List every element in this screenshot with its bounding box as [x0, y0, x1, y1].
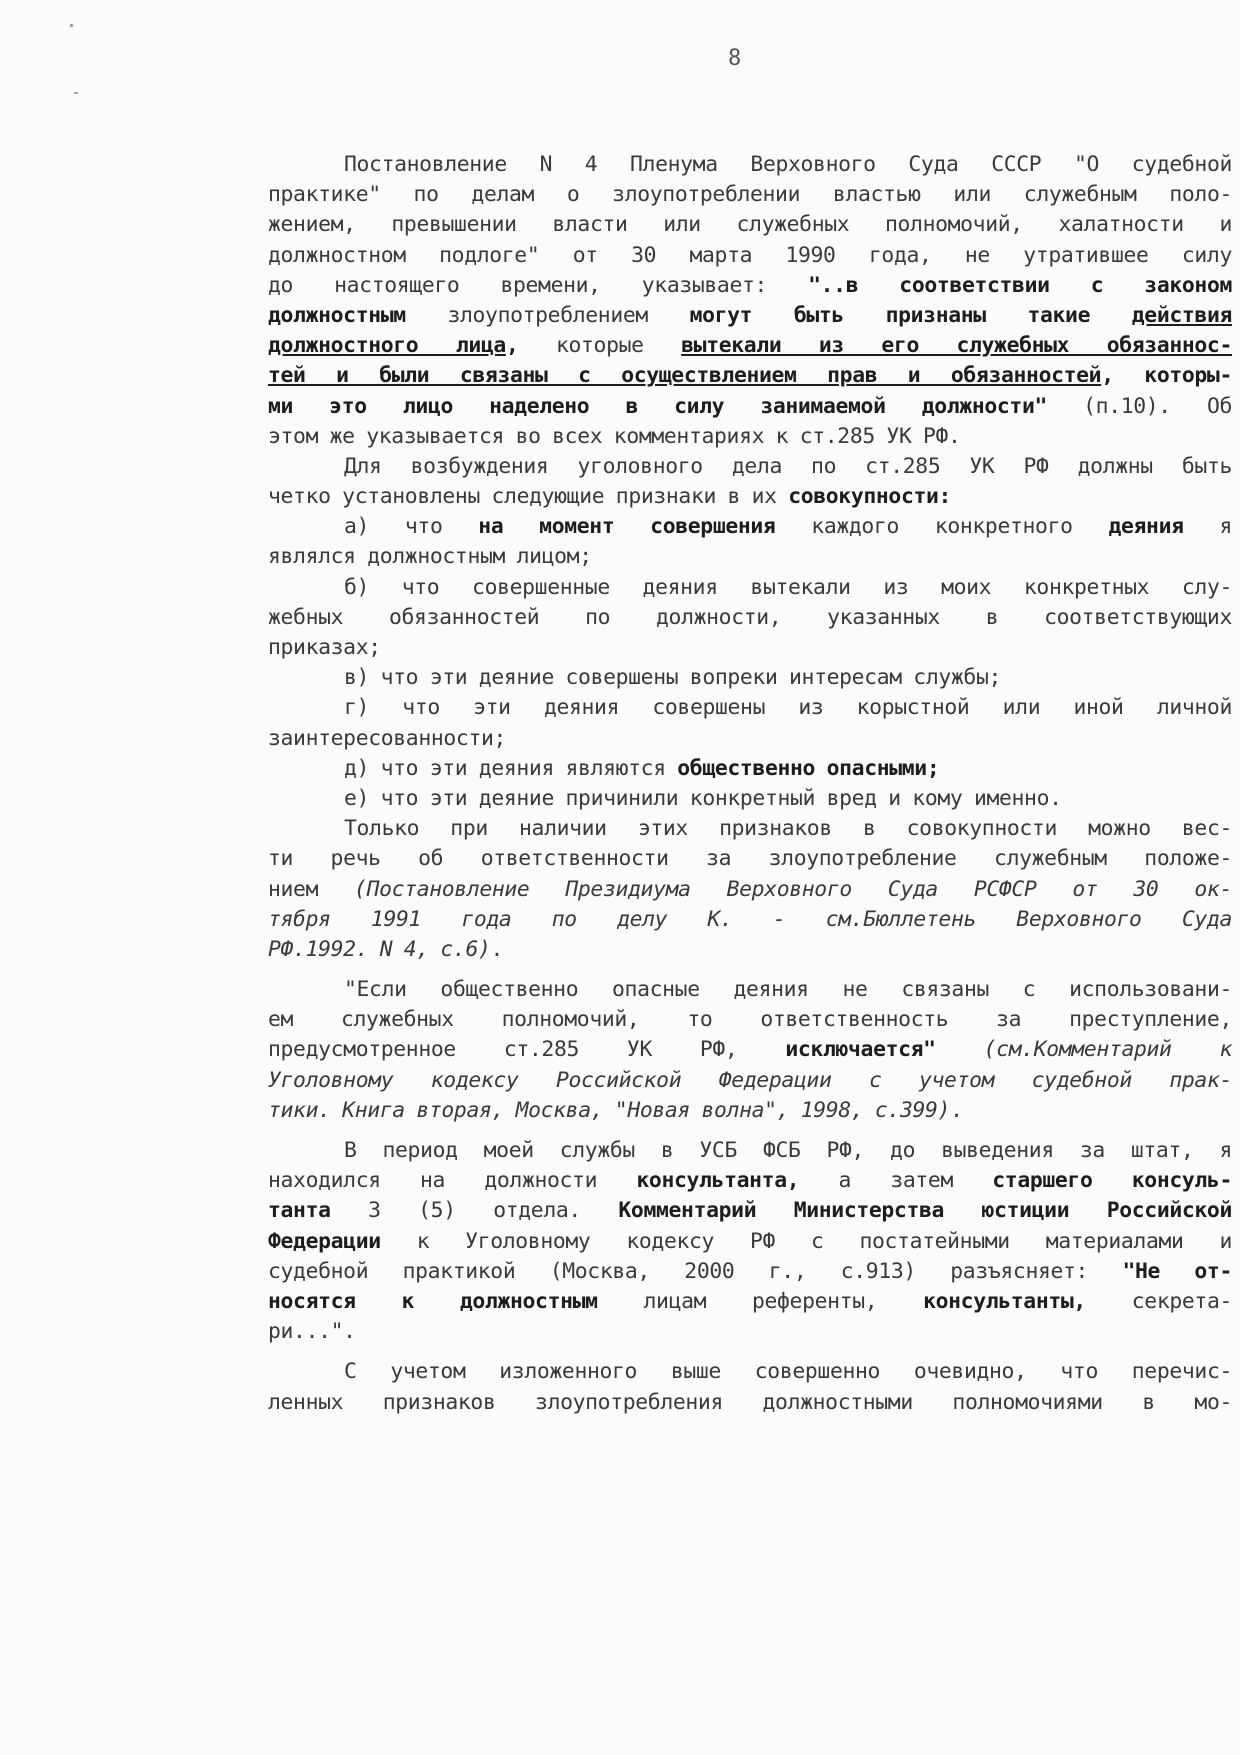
text-line: Постановление N 4 Пленума Верховного Суда СССР "О судебной	[344, 152, 1232, 177]
scan-speck	[74, 92, 78, 94]
text-line: д) что эти деяния являются общественно опасными;	[344, 755, 940, 781]
text-line: предусмотренное ст.285 УК РФ, исключается" (см.Комментарий к	[268, 1037, 1233, 1063]
text-line: в) что эти деяние совершены вопреки интересам службы;	[344, 665, 1001, 691]
text-line: этом же указывается во всех комментариях к ст.285 УК РФ.	[268, 423, 961, 449]
text-line: ти речь об ответственности за злоупотребление служебным положе-	[268, 846, 1232, 872]
text-line: С учетом изложенного выше совершенно очевидно, что перечис-	[344, 1359, 1232, 1385]
text-line: судебной практикой (Москва, 2000 г., с.913) разъясняет: "Не от-	[268, 1258, 1232, 1284]
text-line: должностным злоупотреблением могут быть признаны такие действия	[268, 302, 1233, 328]
text-line: Уголовному кодексу Российской Федерации с учетом судебной прак-	[268, 1067, 1232, 1093]
text-line: ми это лицо наделено в силу занимаемой должности" (п.10). Об	[268, 393, 1233, 419]
document-body	[268, 150, 1232, 1418]
text-line: е) что эти деяние причинили конкретный вред и кому именно.	[344, 785, 1062, 811]
text-line: находился на должности консультанта, а затем старшего консуль-	[268, 1168, 1232, 1194]
text-line: тики. Книга вторая, Москва, "Новая волна", 1998, с.399).	[268, 1097, 963, 1123]
text-line: б) что совершенные деяния вытекали из моих конкретных слу-	[344, 574, 1232, 600]
text-line: тября 1991 года по делу К. - см.Бюллетень Верховного Суда	[268, 906, 1232, 932]
text-line: жебных обязанностей по должности, указанных в соответствующих	[268, 604, 1232, 630]
text-line: носятся к должностным лицам референты, консультанты, секрета-	[268, 1288, 1232, 1314]
text-line: ем служебных полномочий, то ответственность за преступление,	[268, 1007, 1232, 1033]
scan-speck	[70, 24, 73, 27]
text-line: тей и были связаны с осуществлением прав и обязанностей, которы-	[268, 363, 1232, 389]
text-line: приказах;	[268, 635, 381, 660]
text-line: должностном подлоге" от 30 марта 1990 года, не утратившее силу	[268, 242, 1232, 268]
page-number: 8	[728, 46, 742, 71]
text-line: Федерации к Уголовному кодексу РФ с постатейными материалами и	[268, 1228, 1232, 1254]
text-line: четко установлены следующие признаки в их совокупности:	[268, 484, 952, 510]
text-line: "Если общественно опасные деяния не связаны с использовани-	[344, 977, 1232, 1003]
text-line: г) что эти деяния совершены из корыстной или иной личной	[344, 695, 1232, 721]
text-line: а) что на момент совершения каждого конкретного деяния я	[344, 514, 1232, 540]
text-line: являлся должностным лицом;	[268, 544, 592, 570]
text-line: ри...".	[268, 1319, 356, 1345]
text-line: должностного лица, которые вытекали из его служебных обязаннос-	[268, 333, 1232, 359]
text-line: В период моей службы в УСБ ФСБ РФ, до выведения за штат, я	[344, 1138, 1232, 1163]
text-line: нием (Постановление Президиума Верховного Суда РСФСР от 30 ок-	[268, 876, 1232, 902]
text-line: до настоящего времени, указывает: "..в соответствии с законом	[268, 272, 1233, 298]
text-line: жением, превышении власти или служебных полномочий, халатности и	[268, 212, 1232, 238]
text-line: танта 3 (5) отдела. Комментарий Министерства юстиции Российской	[268, 1198, 1232, 1224]
text-line: Для возбуждения уголовного дела по ст.285 УК РФ должны быть	[344, 453, 1232, 479]
text-line: Только при наличии этих признаков в совокупности можно вес-	[344, 816, 1232, 842]
text-line: практике" по делам о злоупотреблении властью или служебным поло-	[268, 182, 1232, 208]
text-line: заинтересованности;	[268, 725, 507, 751]
text-line: ленных признаков злоупотребления должностными полномочиями в мо-	[268, 1389, 1232, 1415]
text-line: РФ.1992. N 4, с.6).	[268, 936, 504, 962]
